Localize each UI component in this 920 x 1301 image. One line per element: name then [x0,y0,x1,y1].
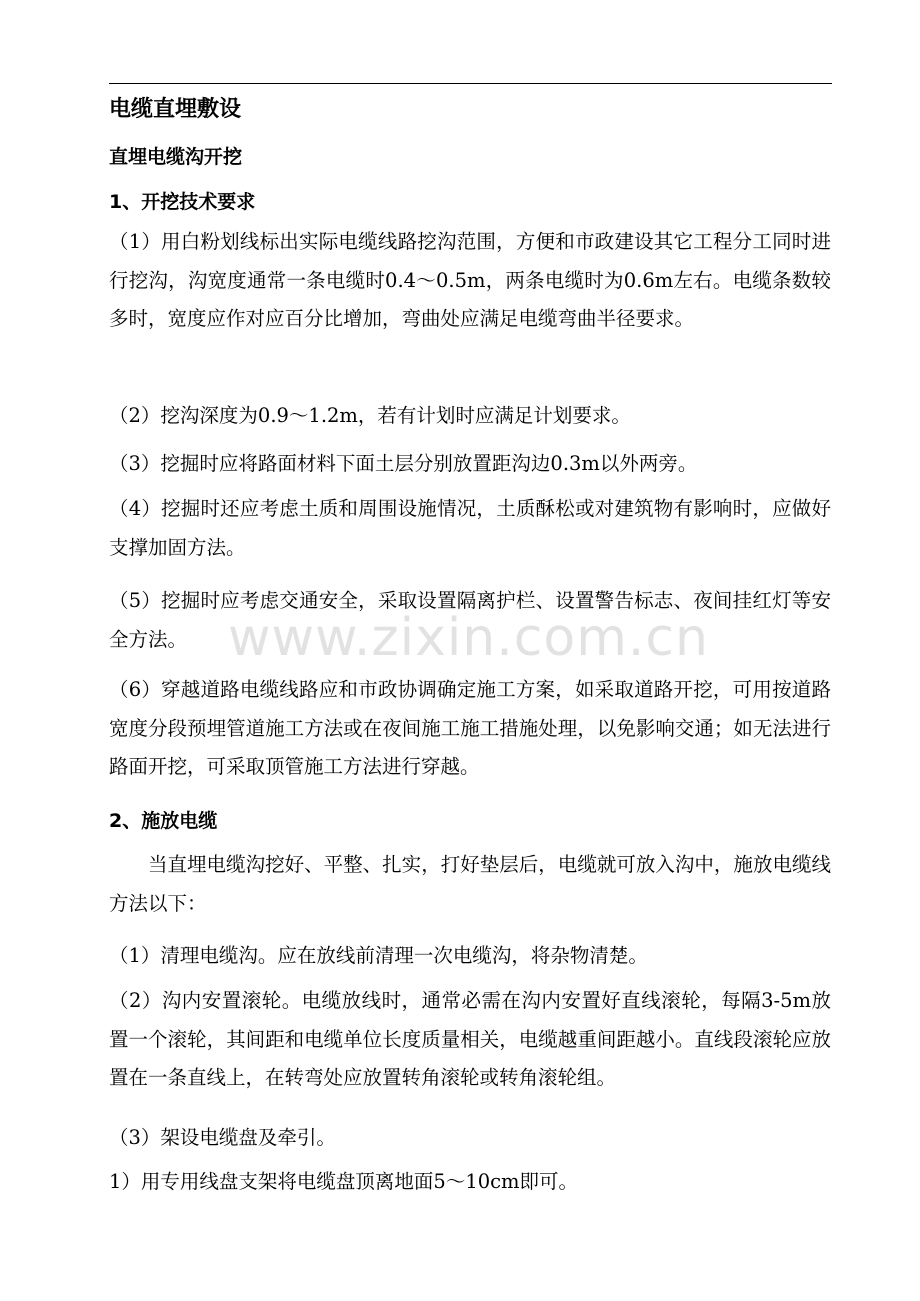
section-1-paragraph-4: （4）挖掘时还应考虑土质和周围设施情况，土质酥松或对建筑物有影响时，应做好支撑加固方法。 [109,497,831,559]
section-1-heading: 1、开挖技术要求 [109,191,256,213]
document-title: 电缆直埋敷设 [109,97,242,122]
section-2-paragraph-2: （2）沟内安置滚轮。电缆放线时，通常必需在沟内安置好直线滚轮，每隔3-5m放置一个滚轮，其间距和电缆单位长度质量相关，电缆越重间距越小。直线段滚轮应放置在一条直线上，在转弯处应放置转角滚轮或转角滚轮组。 [109,989,831,1089]
section-1-paragraph-5: （5）挖掘时应考虑交通安全，采取设置隔离护栏、设置警告标志、夜间挂红灯等安全方法。 [109,589,831,651]
section-2-paragraph-1: （1）清理电缆沟。应在放线前清理一次电缆沟，将杂物清楚。 [109,944,648,967]
section-1-paragraph-3: （3）挖掘时应将路面材料下面土层分别放置距沟边0.3m以外两旁。 [109,452,698,475]
section-2-heading: 2、施放电缆 [109,810,218,832]
section-2-paragraph-3: （3）架设电缆盘及牵引。 [109,1126,336,1149]
section-2-paragraph-4: 1）用专用线盘支架将电缆盘顶离地面5～10cm即可。 [109,1170,579,1193]
watermark: www.zixin.com.cn [228,608,709,668]
section-1-paragraph-1: （1）用白粉划线标出实际电缆线路挖沟范围，方便和市政建设其它工程分工同时进行挖沟，沟宽度通常一条电缆时0.4～0.5m，两条电缆时为0.6m左右。电缆条数较多时，宽度应作对应百分比增加，弯曲处应满足电缆弯曲半径要求。 [109,230,831,330]
section-1-paragraph-6: （6）穿越道路电缆线路应和市政协调确定施工方案，如采取道路开挖，可用按道路宽度分段预埋管道施工方法或在夜间施工施工措施处理，以免影响交通；如无法进行路面开挖，可采取顶管施工方法进行穿越。 [109,678,831,778]
document-subtitle: 直埋电缆沟开挖 [109,146,243,168]
header-rule [109,83,832,84]
section-1-paragraph-2: （2）挖沟深度为0.9～1.2m，若有计划时应满足计划要求。 [109,404,631,427]
section-2-intro: 当直埋电缆沟挖好、平整、扎实，打好垫层后，电缆就可放入沟中，施放电缆线方法以下： [109,853,831,915]
